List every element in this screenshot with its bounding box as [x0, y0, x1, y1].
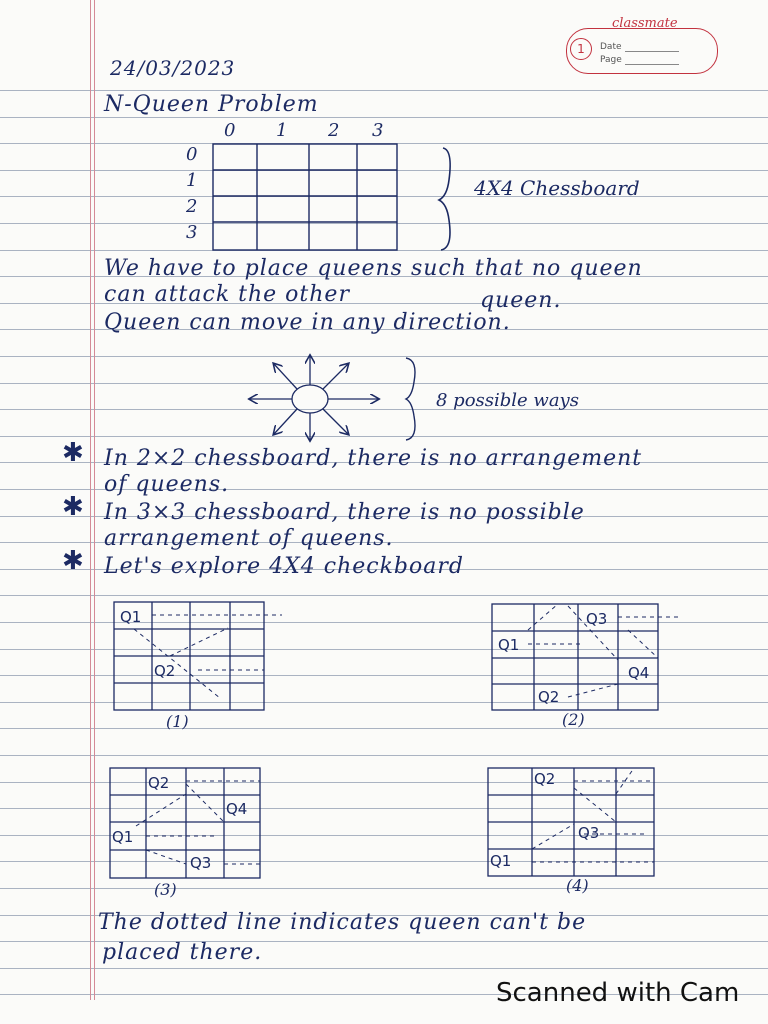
margin-line-right — [94, 0, 95, 1000]
board-3-queen: Q3 — [190, 854, 212, 872]
board-2-caption: (2) — [562, 710, 585, 729]
bullet-2-line-1: In 3×3 chessboard, there is no possible — [104, 500, 585, 525]
bullet-star-3: ✱ — [62, 546, 84, 576]
movement-caption: 8 possible ways — [436, 390, 579, 411]
bullet-2-line-2: arrangement of queens. — [104, 526, 394, 551]
row-label: 1 — [186, 170, 198, 191]
col-label: 3 — [372, 120, 384, 141]
col-label: 0 — [224, 120, 236, 141]
board-3-caption: (3) — [154, 880, 177, 899]
conclusion-line-1: The dotted line indicates queen can't be — [98, 910, 587, 935]
board-2-queen: Q1 — [498, 636, 520, 654]
col-label: 1 — [276, 120, 288, 141]
board-4-queen: Q3 — [578, 824, 600, 842]
date-text: 24/03/2023 — [110, 56, 236, 80]
paragraph-line-2b: queen. — [480, 288, 562, 313]
page-number: 1 — [570, 38, 592, 60]
board-2-queen: Q3 — [586, 610, 608, 628]
paragraph-line-3: Queen can move in any direction. — [104, 310, 511, 335]
paragraph-line-1: We have to place queens such that no queen — [104, 256, 643, 281]
board-2-queen: Q4 — [628, 664, 650, 682]
page-line — [625, 64, 679, 65]
bullet-1-line-2: of queens. — [104, 472, 230, 497]
row-label: 2 — [186, 196, 198, 217]
bullet-star-1: ✱ — [62, 438, 84, 468]
board-4-queen: Q2 — [534, 770, 556, 788]
brand-name: classmate — [612, 16, 678, 31]
board-3 — [106, 764, 270, 882]
ruled-line — [0, 755, 768, 756]
paragraph-line-2a: can attack the other — [104, 282, 350, 307]
queen-movement-diagram — [246, 352, 436, 444]
date-line — [625, 51, 679, 52]
scanner-footer-text: Scanned with Cam — [496, 978, 740, 1008]
board-2-queen: Q2 — [538, 688, 560, 706]
intro-chessboard — [205, 140, 465, 255]
bullet-star-2: ✱ — [62, 492, 84, 522]
conclusion-line-2: placed there. — [102, 940, 263, 965]
row-label: 0 — [186, 144, 198, 165]
board-1-queen: Q2 — [154, 662, 176, 680]
ruled-line — [0, 888, 768, 889]
margin-line-left — [90, 0, 91, 1000]
col-label: 2 — [328, 120, 340, 141]
ruled-line — [0, 595, 768, 596]
page-label: Page — [600, 55, 622, 65]
row-label: 3 — [186, 222, 198, 243]
ruled-line — [0, 90, 768, 91]
board-3-queen: Q1 — [112, 828, 134, 846]
board-1-queen: Q1 — [120, 608, 142, 626]
board-4-caption: (4) — [566, 876, 589, 895]
intro-board-caption: 4X4 Chessboard — [474, 176, 640, 200]
bullet-3-line-1: Let's explore 4X4 checkboard — [104, 554, 464, 579]
board-3-queen: Q2 — [148, 774, 170, 792]
ruled-line — [0, 117, 768, 118]
date-label: Date — [600, 42, 622, 52]
page-title: N-Queen Problem — [104, 92, 319, 117]
board-4-queen: Q1 — [490, 852, 512, 870]
board-1-caption: (1) — [166, 712, 189, 731]
bullet-1-line-1: In 2×2 chessboard, there is no arrangement — [104, 446, 643, 471]
ruled-line — [0, 968, 768, 969]
ruled-line — [0, 728, 768, 729]
board-3-queen: Q4 — [226, 800, 248, 818]
